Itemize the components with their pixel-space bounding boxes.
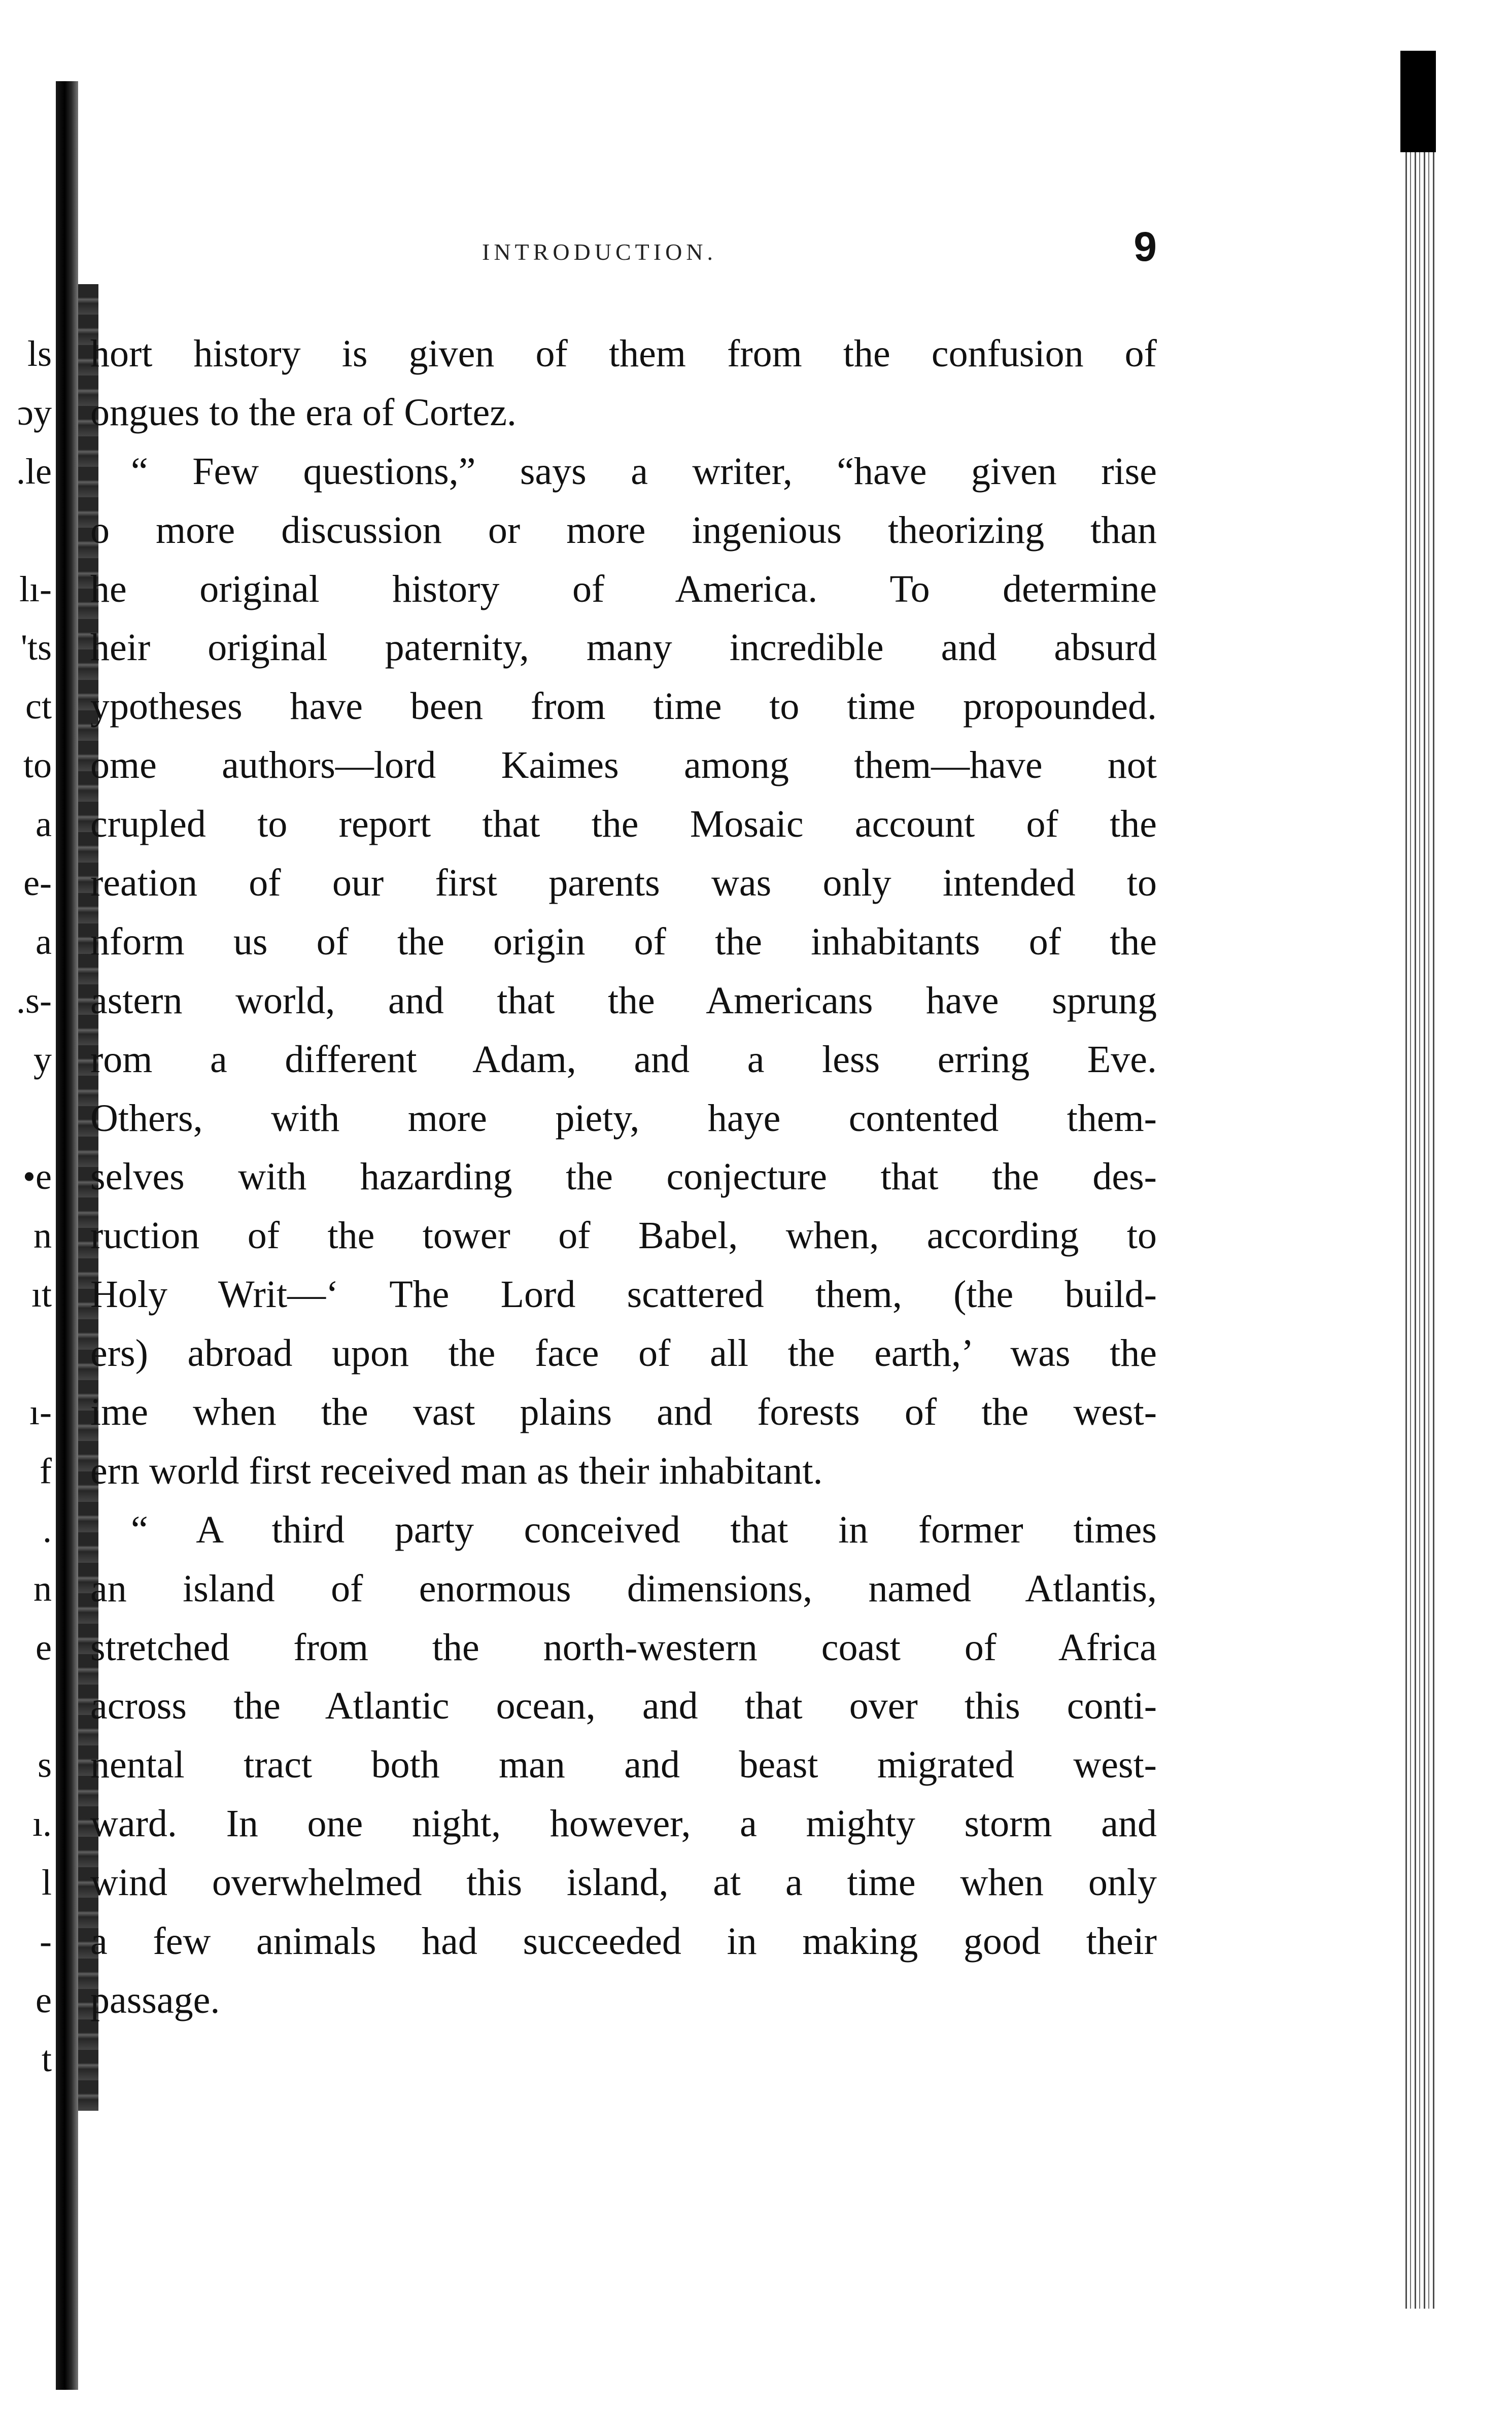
margin-fragment: •e (22, 1156, 52, 1197)
margin-fragment: a (36, 921, 52, 962)
text-line: nform us of the origin of the inhabitants of the (90, 920, 1157, 963)
margin-fragment: t (41, 2038, 52, 2079)
text-line: ward. In one night, however, a mighty storm and (90, 1802, 1157, 1845)
page-header (96, 223, 1157, 279)
previous-page-fragments (0, 325, 56, 2089)
text-line: an island of enormous dimensions, named Atlantis, (90, 1567, 1157, 1610)
text-line: a few animals had succeeded in making good their (90, 1920, 1157, 1963)
text-line: Others, with more piety, haye contented them- (90, 1096, 1157, 1140)
right-edge-shadow (1400, 51, 1436, 152)
text-line: “ A third party conceived that in former times (131, 1508, 1157, 1551)
margin-fragment: e (36, 1979, 52, 2020)
margin-fragment (0, 1324, 56, 1383)
text-line: selves with hazarding the conjecture that the des- (90, 1155, 1157, 1198)
margin-fragment: ct (25, 686, 52, 727)
text-line: astern world, and that the Americans have sprung (90, 979, 1157, 1022)
margin-fragment: e (36, 1627, 52, 1668)
margin-fragment: a (36, 804, 52, 845)
margin-fragment: s (37, 1744, 52, 1786)
margin-fragment: ı. (32, 1803, 52, 1844)
text-line: nental tract both man and beast migrated west- (90, 1743, 1157, 1787)
body-text (90, 325, 1157, 2030)
running-head: INTRODUCTION. (482, 239, 717, 265)
page-number: 9 (1133, 224, 1157, 270)
margin-fragment: ls (27, 333, 52, 374)
margin-fragment: ı- (29, 1392, 52, 1433)
margin-fragment: .s- (16, 980, 52, 1021)
text-line: across the Atlantic ocean, and that over this conti- (90, 1685, 1157, 1728)
text-line: ongues to the era of Cortez. (90, 391, 517, 434)
text-line: o more discussion or more ingenious theorizing than (90, 508, 1157, 552)
margin-fragment: ıt (31, 1274, 52, 1315)
margin-fragment (0, 1677, 56, 1736)
margin-fragment: f (40, 1450, 52, 1491)
margin-fragment: n (33, 1568, 52, 1609)
text-line: stretched from the north-western coast of Africa (90, 1626, 1157, 1669)
text-line: passage. (90, 1978, 220, 2021)
margin-fragment (0, 1089, 56, 1148)
margin-fragment: to (23, 745, 52, 786)
text-line: ome authors—lord Kaimes among them—have not (90, 744, 1157, 787)
text-line: ypotheses have been from time to time propounded. (90, 685, 1157, 728)
text-line: ime when the vast plains and forests of the west- (90, 1391, 1157, 1434)
margin-fragment: lı- (19, 568, 52, 609)
margin-fragment: .le (16, 451, 52, 492)
margin-fragment: ɔy (17, 392, 52, 433)
right-edge-streaks (1405, 152, 1436, 2309)
margin-fragment: n (33, 1215, 52, 1256)
margin-fragment: l (41, 1862, 52, 1903)
text-line: ruction of the tower of Babel, when, according to (90, 1214, 1157, 1257)
text-line: heir original paternity, many incredible and absurd (90, 626, 1157, 669)
margin-fragment: y (33, 1039, 52, 1080)
text-line: hort history is given of them from the confusion of (90, 332, 1157, 375)
margin-fragment: . (43, 1509, 52, 1550)
text-line: ers) abroad upon the face of all the earth,’ was the (90, 1332, 1157, 1375)
text-line: rom a different Adam, and a less erring Eve. (90, 1038, 1157, 1081)
text-line: he original history of America. To determine (90, 567, 1157, 610)
left-binding-shadow (56, 81, 78, 2390)
text-line: reation of our first parents was only intended to (90, 862, 1157, 905)
margin-fragment: e- (23, 863, 52, 904)
text-line: ern world first received man as their inhabitant. (90, 1449, 823, 1492)
text-line: “ Few questions,” says a writer, “have given rise (131, 450, 1157, 493)
margin-fragment: 'ts (21, 627, 52, 668)
margin-fragment (0, 501, 56, 560)
text-line: Holy Writ—‘ The Lord scattered them, (the build- (90, 1273, 1157, 1316)
margin-fragment: - (40, 1921, 52, 1962)
text-line: crupled to report that the Mosaic account of the (90, 803, 1157, 846)
text-line: wind overwhelmed this island, at a time when only (90, 1861, 1157, 1904)
